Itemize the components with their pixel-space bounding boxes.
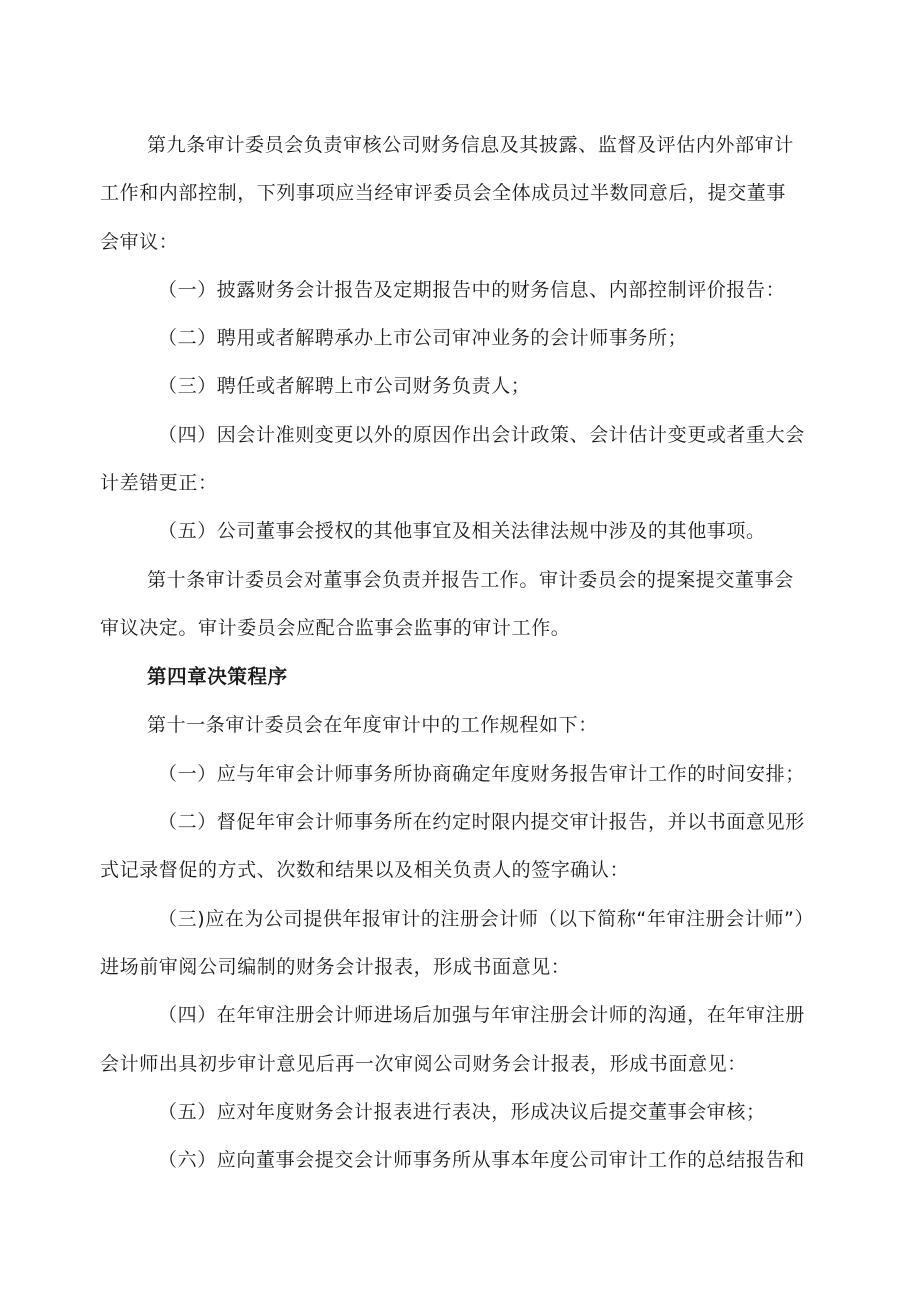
article-11-item-4-cont: 会计师出具初步审计意见后再一次审阅公司财务会计报表，形成书面意见： <box>100 1053 747 1075</box>
chapter-4-heading: 第四章决策程序 <box>147 665 288 688</box>
article-11-item-6: （六）应向董事会提交会计师事务所从事本年度公司审计工作的总结报告和 <box>158 1149 805 1171</box>
article-9-item-4: （四）因会计准则变更以外的原因作出会计政策、会计估计变更或者重大会 <box>158 424 805 446</box>
article-11-line-1: 第十一条审计委员会在年度审计中的工作规程如下： <box>147 714 598 736</box>
article-11-item-2-cont: 式记录督促的方式、次数和结果以及相关负责人的签字确认： <box>100 859 630 881</box>
article-9-item-2: （二）聘用或者解聘承办上市公司审冲业务的会计师事务所； <box>158 327 688 349</box>
article-9-line-2: 工作和内部控制，下列事项应当经审评委员会全体成员过半数同意后，提交董事 <box>100 182 787 204</box>
article-11-item-3-cont: 进场前审阅公司编制的财务会计报表，形成书面意见： <box>100 956 571 978</box>
article-11-item-5: （五）应对年度财务会计报表进行表决，形成决议后提交董事会审核； <box>158 1101 766 1123</box>
article-9-line-1: 第九条审计委员会负责审核公司财务信息及其披露、监督及评估内外部审计 <box>147 134 794 156</box>
article-9-item-1: （一）披露财务会计报告及定期报告中的财务信息、内部控制评价报告： <box>158 279 786 301</box>
article-9-item-4-cont: 计差错更正： <box>100 472 218 494</box>
article-9-item-5: （五）公司董事会授权的其他事宜及相关法律法规中涉及的其他事项。 <box>158 520 766 542</box>
article-9-item-3: （三）聘任或者解聘上市公司财务负责人； <box>158 375 531 397</box>
article-10-line-2: 审议决定。审计委员会应配合监事会监事的审计工作。 <box>100 617 571 639</box>
article-11-item-3: （三)应在为公司提供年报审计的注册会计师（以下简称“年审注册会计师”） <box>158 908 815 930</box>
article-10-line-1: 第十条审计委员会对董事会负责并报告工作。审计委员会的提案提交董事会 <box>147 569 794 591</box>
article-9-line-3: 会审议： <box>100 231 179 253</box>
article-11-item-4: （四）在年审注册会计师进场后加强与年审注册会计师的沟通，在年审注册 <box>158 1004 805 1026</box>
article-11-item-2: （二）督促年审会计师事务所在约定时限内提交审计报告，并以书面意见形 <box>158 811 805 833</box>
article-11-item-1: （一）应与年审会计师事务所协商确定年度财务报告审计工作的时间安排； <box>158 763 805 785</box>
